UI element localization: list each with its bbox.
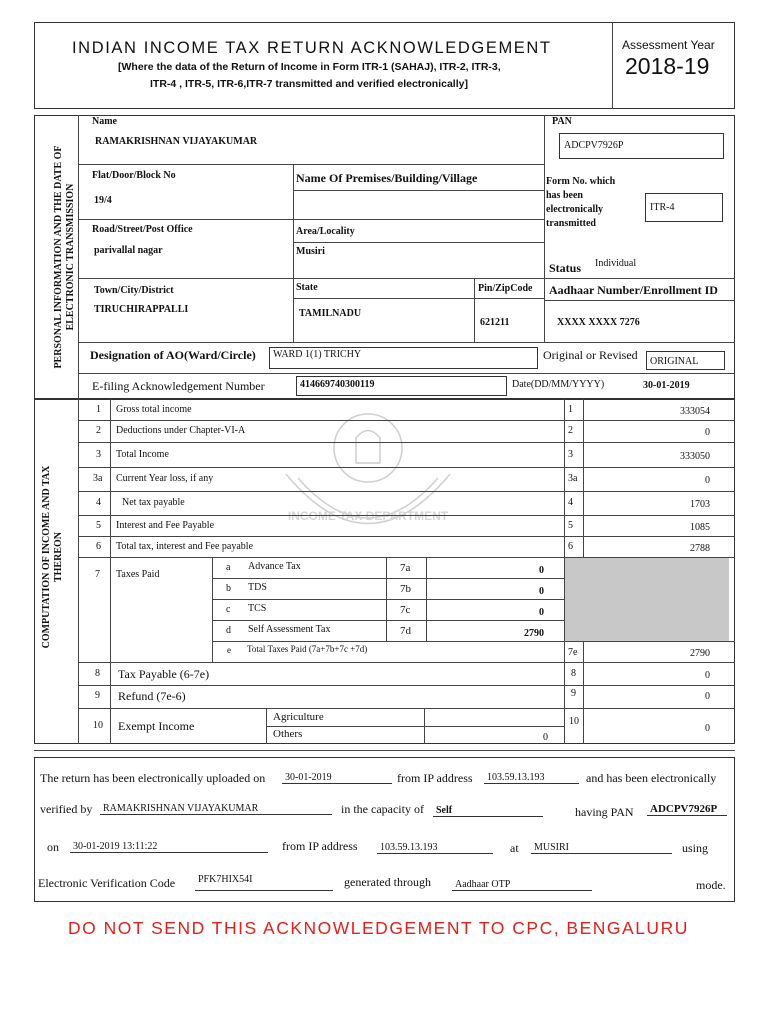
state-label: State (296, 282, 318, 293)
row-3a-no: 3a (93, 473, 103, 484)
ao-value: WARD 1(1) TRICHY (273, 349, 362, 360)
verify-text-5: in the capacity of (341, 802, 424, 816)
row-7e-ref: 7e (568, 647, 578, 658)
area-value: Musiri (296, 246, 325, 257)
verify-text-13: mode. (696, 878, 726, 892)
row-1-no: 1 (96, 403, 101, 415)
evc-code: PFK7HIX54I (195, 875, 333, 891)
road-label: Road/Street/Post Office (92, 224, 193, 235)
emblem-watermark (268, 408, 468, 548)
flat-value: 19/4 (94, 195, 112, 206)
form-no-label-4: transmitted (546, 218, 596, 229)
row-8-label: Tax Payable (6-7e) (118, 667, 210, 681)
road-value: parivallal nagar (94, 245, 163, 256)
verify-text-9: at (510, 841, 519, 855)
row-7b-label: TDS (248, 582, 267, 593)
town-label: Town/City/District (94, 285, 174, 296)
row-6-label: Total tax, interest and Fee payable (116, 540, 254, 552)
row-7c-sub: c (226, 604, 231, 615)
premises-label: Name Of Premises/Building/Village (296, 171, 478, 185)
verify-text-7: on (47, 840, 59, 854)
row-7-label: Taxes Paid (116, 569, 160, 580)
row-8-ref: 8 (571, 668, 576, 679)
row-7a-ref: 7a (400, 562, 411, 574)
row-10-value: 0 (705, 723, 710, 734)
row-6-ref: 6 (568, 540, 573, 552)
row-3a-value: 0 (705, 475, 710, 486)
row-10-others-value: 0 (543, 732, 548, 743)
row-3a-ref: 3a (568, 473, 578, 484)
row-7d-sub: d (226, 625, 231, 636)
verify-text-11: Electronic Verification Code (38, 876, 176, 890)
row-7c-ref: 7c (400, 604, 411, 616)
verify-text-1: The return has been electronically uploaded on (40, 771, 266, 785)
row-7a-label: Advance Tax (248, 561, 301, 572)
row-9-label: Refund (7e-6) (118, 689, 186, 703)
form-title: INDIAN INCOME TAX RETURN ACKNOWLEDGEMENT (72, 39, 552, 57)
watermark-text: INCOME TAX DEPARTMENT (287, 509, 449, 523)
row-3-ref: 3 (568, 448, 573, 460)
form-no-label-2: has been (546, 190, 583, 201)
row-10-others: Others (273, 728, 303, 740)
computation-section-label: COMPUTATION OF INCOME AND TAX THEREON (41, 465, 64, 649)
row-5-label: Interest and Fee Payable (116, 519, 215, 531)
pan-value: ADCPV7926P (564, 140, 624, 151)
row-7a-sub: a (226, 562, 231, 573)
verify-text-4: verified by (40, 802, 93, 816)
row-9-value: 0 (705, 691, 710, 702)
row-6-value: 2788 (690, 542, 710, 554)
row-9-ref: 9 (571, 688, 576, 699)
verify-place: MUSIRI (531, 841, 672, 854)
row-7d-value: 2790 (524, 628, 544, 639)
verify-text-8: from IP address (282, 839, 358, 853)
row-9-no: 9 (95, 690, 100, 701)
row-5-value: 1085 (690, 521, 710, 533)
row-1-value: 333054 (680, 405, 710, 417)
date-label: Date(DD/MM/YYYY) (512, 379, 605, 390)
upload-date: 30-01-2019 (282, 771, 392, 784)
verify-datetime: 30-01-2019 13:11:22 (70, 840, 268, 853)
row-2-ref: 2 (568, 425, 573, 436)
row-7b-value: 0 (539, 586, 544, 597)
row-8-value: 0 (705, 670, 710, 681)
form-subtitle-2: ITR-4 , ITR-5, ITR-6,ITR-7 transmitted and verified electronically] (150, 78, 468, 90)
form-subtitle-1: [Where the data of the Return of Income in Form ITR-1 (SAHAJ), ITR-2, ITR-3, (118, 61, 501, 73)
row-6-no: 6 (96, 540, 101, 552)
row-1-ref: 1 (568, 403, 573, 415)
row-7d-label: Self Assessment Tax (248, 624, 331, 635)
row-10-label: Exempt Income (118, 719, 195, 733)
row-5-no: 5 (96, 519, 101, 531)
warning-text: DO NOT SEND THIS ACKNOWLEDGEMENT TO CPC, BENGALURU (68, 918, 689, 938)
row-2-label: Deductions under Chapter-VI-A (116, 425, 246, 436)
row-7c-value: 0 (539, 607, 544, 618)
status-label: Status (549, 261, 582, 275)
row-7-no: 7 (95, 569, 100, 580)
row-4-no: 4 (96, 497, 101, 508)
row-2-value: 0 (705, 427, 710, 438)
ao-label: Designation of AO(Ward/Circle) (90, 348, 256, 362)
capacity-value: Self (433, 804, 543, 817)
row-7e-value: 2790 (690, 648, 710, 659)
row-2-no: 2 (96, 425, 101, 436)
row-7c-label: TCS (248, 603, 267, 614)
pan-label: PAN (552, 116, 572, 127)
assessment-year-label: Assessment Year (622, 38, 715, 52)
row-5-ref: 5 (568, 519, 573, 531)
status-value: Individual (595, 258, 637, 269)
town-value: TIRUCHIRAPPALLI (94, 304, 189, 315)
aadhaar-label: Aadhaar Number/Enrollment ID (549, 283, 718, 297)
row-7b-ref: 7b (400, 583, 411, 595)
row-8-no: 8 (95, 668, 100, 679)
flat-label: Flat/Door/Block No (92, 170, 176, 181)
verify-text-3: and has been electronically (586, 771, 717, 785)
row-7e-label: Total Taxes Paid (7a+7b+7c +7d) (247, 644, 368, 654)
personal-section-label: PERSONAL INFORMATION AND THE DATE OF ELECTRONIC TRANSMISSION (53, 145, 76, 369)
row-7d-ref: 7d (400, 625, 411, 637)
name-label: Name (92, 116, 117, 127)
name-value: RAMAKRISHNAN VIJAYAKUMAR (95, 136, 258, 147)
row-3a-label: Current Year loss, if any (116, 473, 214, 484)
form-no-label-1: Form No. which (546, 176, 616, 187)
row-10-no: 10 (93, 720, 103, 731)
original-value: ORIGINAL (650, 356, 699, 367)
efiling-label: E-filing Acknowledgement Number (92, 379, 265, 393)
area-label: Area/Locality (296, 226, 355, 237)
pin-value: 621211 (480, 317, 510, 328)
verify-text-2: from IP address (397, 771, 473, 785)
verifier-name: RAMAKRISHNAN VIJAYAKUMAR (100, 802, 332, 815)
form-no-label-3: electronically (546, 204, 604, 215)
state-value: TAMILNADU (299, 308, 362, 319)
row-3-no: 3 (96, 448, 101, 460)
aadhaar-value: XXXX XXXX 7276 (557, 317, 640, 328)
assessment-year-value: 2018-19 (625, 53, 710, 79)
row-3-value: 333050 (680, 450, 710, 462)
row-7a-value: 0 (539, 565, 544, 576)
verify-text-10: using (682, 841, 709, 855)
form-no-value: ITR-4 (650, 202, 675, 213)
verification-method: Aadhaar OTP (452, 878, 592, 891)
ip-address-1: 103.59.13.193 (484, 771, 579, 784)
pin-label: Pin/ZipCode (478, 283, 533, 294)
row-3-label: Total Income (116, 448, 169, 460)
date-value: 30-01-2019 (643, 380, 690, 391)
row-4-value: 1703 (690, 499, 710, 510)
row-7b-sub: b (226, 583, 231, 594)
ip-address-2: 103.59.13.193 (377, 841, 493, 854)
row-10-agriculture: Agriculture (273, 711, 324, 723)
row-1-label: Gross total income (116, 403, 192, 415)
verify-text-6: having PAN (575, 805, 634, 819)
row-7e-sub: e (227, 645, 231, 655)
row-10-ref: 10 (569, 716, 579, 727)
efiling-value: 414669740300119 (300, 379, 375, 390)
original-revised-label: Original or Revised (543, 348, 638, 362)
row-4-ref: 4 (568, 497, 573, 508)
verify-text-12: generated through (344, 875, 431, 889)
emblem-icon (286, 414, 450, 524)
row-4-label: Net tax payable (122, 497, 185, 508)
verify-pan: ADCPV7926P (647, 803, 727, 816)
shaded-area (565, 558, 729, 641)
